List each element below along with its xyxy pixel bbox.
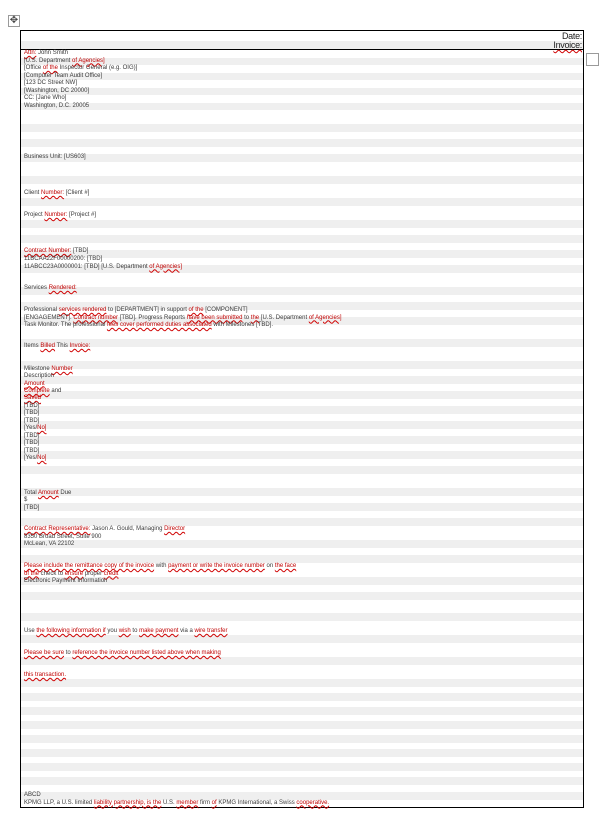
stripe [21, 339, 583, 347]
stripe [21, 635, 583, 643]
stripe [21, 451, 583, 459]
address-line-department: [U.S. Department of Agencies] [24, 57, 105, 64]
stripe [21, 391, 583, 399]
washington-line: Washington, D.C. 20005 [24, 102, 90, 109]
cc-line: CC: [Jane Who] [24, 95, 67, 101]
project-number: Project Number: [Project #] [24, 212, 97, 218]
total-currency: $ [24, 497, 28, 503]
date-label: Date: [561, 31, 582, 41]
client-number: Client Number: [Client #] [24, 190, 90, 196]
stripe [21, 73, 583, 81]
stripe [21, 406, 583, 414]
stripe [21, 287, 583, 295]
stripe [21, 220, 583, 228]
transaction-line: this transaction. [24, 672, 67, 678]
stripe [21, 540, 583, 548]
contract-representative: Contract Representative: Jason A. Gould, Managing Director [24, 526, 186, 532]
stripe [21, 103, 583, 111]
milestone-cell: [TBD] [24, 417, 40, 424]
address-line-city: [Washington, DC 20000] [24, 87, 90, 94]
milestone-header-saved: Saved [24, 395, 42, 401]
stripe [21, 235, 583, 243]
total-value: [TBD] [24, 504, 40, 511]
professional-line-3: Task Monitor. The professional fees cover performed duties associated with Milestones [TBD]. [24, 322, 274, 328]
move-arrows-icon[interactable]: ✥ [9, 15, 19, 26]
professional-line-2: [ENGAGEMENT]. Contract number [TBD]. Progress Reports have been submitted to the [U.S. Department of Agencies] [24, 314, 342, 321]
address-line-team: [Computer Team Audit Office] [24, 72, 103, 79]
contact-address-street: 8350 Broad Street, Suite 900 [24, 533, 102, 540]
remit-line-2: of the check to ensure proper credit [24, 570, 119, 577]
services-rendered: Services Rendered: [24, 285, 77, 291]
stripe [21, 176, 583, 184]
professional-line-1: Professional services rendered to [DEPARTMENT] in support of the [COMPONENT] [24, 307, 248, 313]
stripe [21, 555, 583, 563]
stripe [21, 792, 583, 800]
stripe [21, 436, 583, 444]
contract-number: Contract Number: [TBD] [24, 248, 89, 254]
stripe [21, 749, 583, 757]
items-billed: Items Billed This Invoice: [24, 343, 91, 349]
stripe [21, 707, 583, 715]
stripe [21, 198, 583, 206]
business-unit: Business Unit: [US603] [24, 154, 86, 160]
stripe [21, 763, 583, 771]
remit-line-1: Please include the remittance copy of the invoice with payment or write the invoice number on the face [24, 563, 297, 569]
invoice-label: Invoice: [553, 40, 582, 50]
milestone-cell: [Yes/No] [24, 455, 47, 461]
invoice-header-box [20, 30, 584, 50]
stripe [21, 421, 583, 429]
stripe [21, 376, 583, 384]
invoice-document [20, 50, 584, 808]
contact-address-city: McLean, VA 22102 [24, 541, 75, 547]
total-amount-due: Total Amount Due [24, 490, 72, 496]
contract-line-2: 11BCAA22F00000200: [TBD] [24, 256, 103, 262]
milestone-header-description: Description [24, 373, 55, 379]
milestone-cell: [TBD] [24, 447, 40, 454]
stripe [21, 88, 583, 96]
stripe [21, 721, 583, 729]
stripe [21, 139, 583, 147]
stripe [21, 503, 583, 511]
milestone-cell: [TBD] [24, 402, 40, 409]
footer-code: ABCD [24, 792, 41, 798]
stripe [21, 466, 583, 474]
stripe [21, 777, 583, 785]
milestone-cell: [TBD] [24, 440, 40, 446]
contract-line-3: 11ABCC23A0000001: [TBD] [U.S. Department of Agencies] [24, 263, 182, 270]
footer-legal: KPMG LLP, a U.S. limited liability partnership, is the U.S. member firm of KPMG International, a Swiss cooperative. [24, 799, 330, 806]
stripe [21, 361, 583, 369]
stripe [21, 693, 583, 701]
milestone-header-number: Milestone Number [24, 366, 73, 372]
milestone-header-amount: Amount [24, 380, 45, 387]
stripe [21, 488, 583, 496]
attn-line: Attn: John Smith [24, 50, 69, 56]
reference-line: Please be sure to reference the invoice number listed above when making [24, 650, 221, 656]
wire-transfer-line: Use the following information if you wish to make payment via a wire transfer [24, 628, 228, 634]
stripe [21, 613, 583, 621]
milestone-header-complete: Complete and [24, 388, 62, 394]
stripe [21, 154, 583, 162]
electronic-payment-info: Electronic Payment Information [24, 577, 108, 584]
stripe [21, 735, 583, 743]
address-line-office: [Office of the Inspector General (e.g. OIG)] [24, 65, 138, 71]
checkbox-square[interactable] [586, 53, 599, 66]
stripe [21, 250, 583, 258]
stripe [21, 124, 583, 132]
address-line-street: [123 DC Street NW] [24, 80, 78, 86]
stripe [21, 679, 583, 687]
milestone-cell: [TBD] [24, 432, 40, 439]
stripe [21, 518, 583, 526]
milestone-cell: [Yes/No] [24, 425, 47, 431]
header-stripe [21, 41, 583, 49]
stripe [21, 657, 583, 665]
stripe [21, 592, 583, 600]
stripe [21, 58, 583, 66]
milestone-cell: [TBD] [24, 410, 40, 416]
